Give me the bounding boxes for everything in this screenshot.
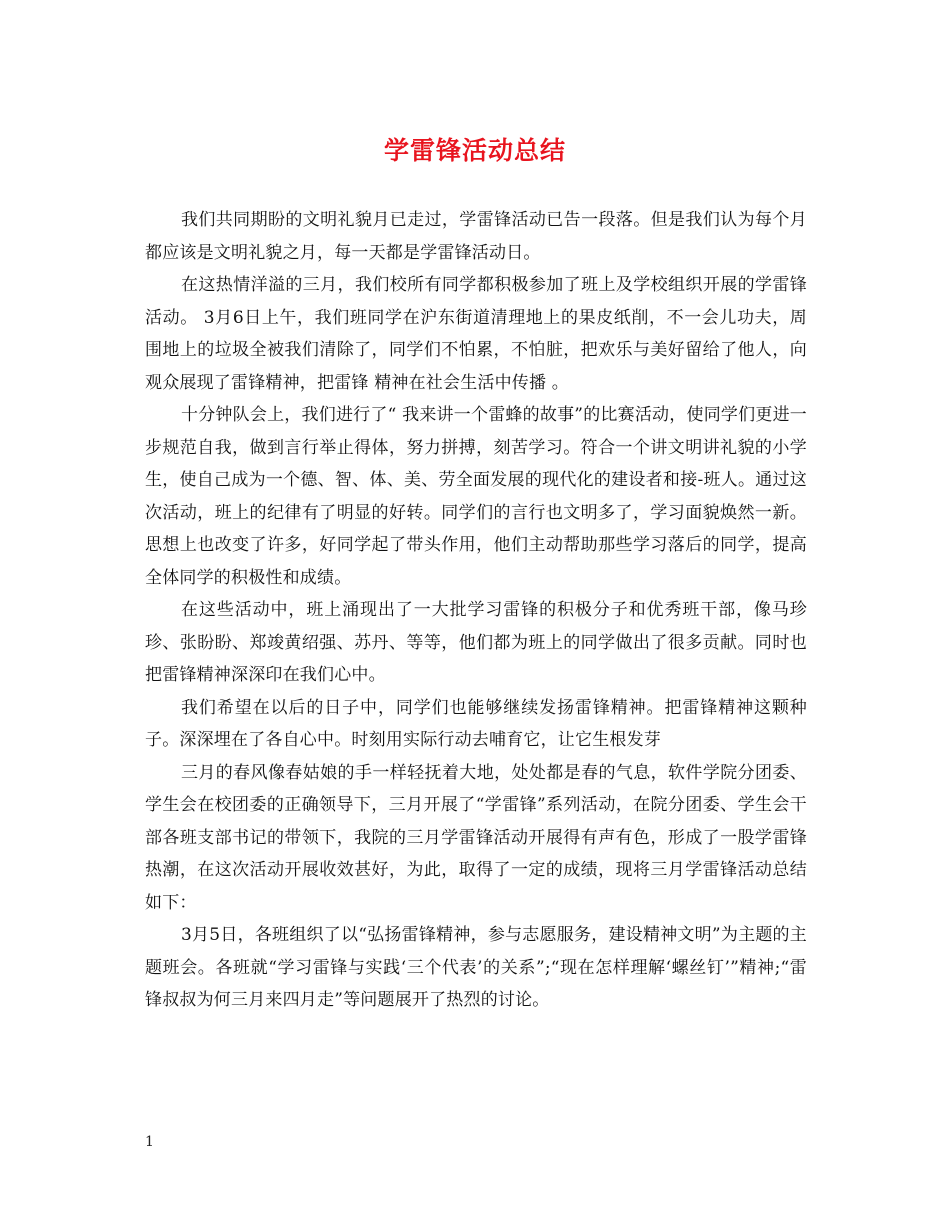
paragraph-7: 3月5日，各班组织了以“弘扬雷锋精神，参与志愿服务，建设精神文明”为主题的主题班会。各班就“学习雷锋与实践‘三个代表’的关系”;“现在怎样理解‘螺丝钉’”精神;“雷锋叔叔为何三月来四月走”等问题展开了热烈的讨论。 (145, 925, 807, 1010)
paragraph-3: 十分钟队会上，我们进行了“ 我来讲一个雷蜂的故事”的比赛活动，使同学们更进一步规范自我，做到言行举止得体，努力拼搏，刻苦学习。符合一个讲文明讲礼貌的小学生，使自己成为一个德、智、体、美、劳全面发展的现代化的建设者和接-班人。通过这次活动，班上的纪律有了明显的好转。同学们的言行也文明多了，学习面貌焕然一新。思想上也改变了许多，好同学起了带头作用，他们主动帮助那些学习落后的同学，提高全体同学的积极性和成绩。 (145, 405, 807, 588)
document-title: 学雷锋活动总结 (383, 136, 566, 165)
paragraph-2: 在这热情洋溢的三月，我们校所有同学都积极参加了班上及学校组织开展的学雷锋活动。 3月6日上午，我们班同学在沪东街道清理地上的果皮纸削，不一会儿功夫，周围地上的垃圾全被我们清除了，同学们不怕累，不怕脏，把欢乐与美好留给了他人，向观众展现了雷锋精神，把雷锋 精神在社会生活中传播 。 (145, 275, 807, 393)
page-number: 1 (145, 1134, 154, 1150)
paragraph-5: 我们希望在以后的日子中，同学们也能够继续发扬雷锋精神。把雷锋精神这颗种子。深深埋在了各自心中。时刻用实际行动去哺育它，让它生根发芽 (145, 697, 807, 750)
document-body (145, 204, 807, 1017)
paragraph-4: 在这些活动中，班上涌现出了一大批学习雷锋的积极分子和优秀班干部，像马珍珍、张盼盼、郑竣黄绍强、苏丹、等等，他们都为班上的同学做出了很多贡献。同时也把雷锋精神深深印在我们心中。 (145, 600, 807, 685)
paragraph-6: 三月的春风像春姑娘的手一样轻抚着大地，处处都是春的气息，软件学院分团委、学生会在校团委的正确领导下，三月开展了“学雷锋”系列活动，在院分团委、学生会干部各班支部书记的带领下，我院的三月学雷锋活动开展得有声有色，形成了一股学雷锋热潮，在这次活动开展收效甚好，为此，取得了一定的成绩，现将三月学雷锋活动总结如下： (145, 762, 807, 913)
paragraph-1: 我们共同期盼的文明礼貌月已走过，学雷锋活动已告一段落。但是我们认为每个月都应该是文明礼貌之月，每一天都是学雷锋活动日。 (145, 210, 807, 263)
